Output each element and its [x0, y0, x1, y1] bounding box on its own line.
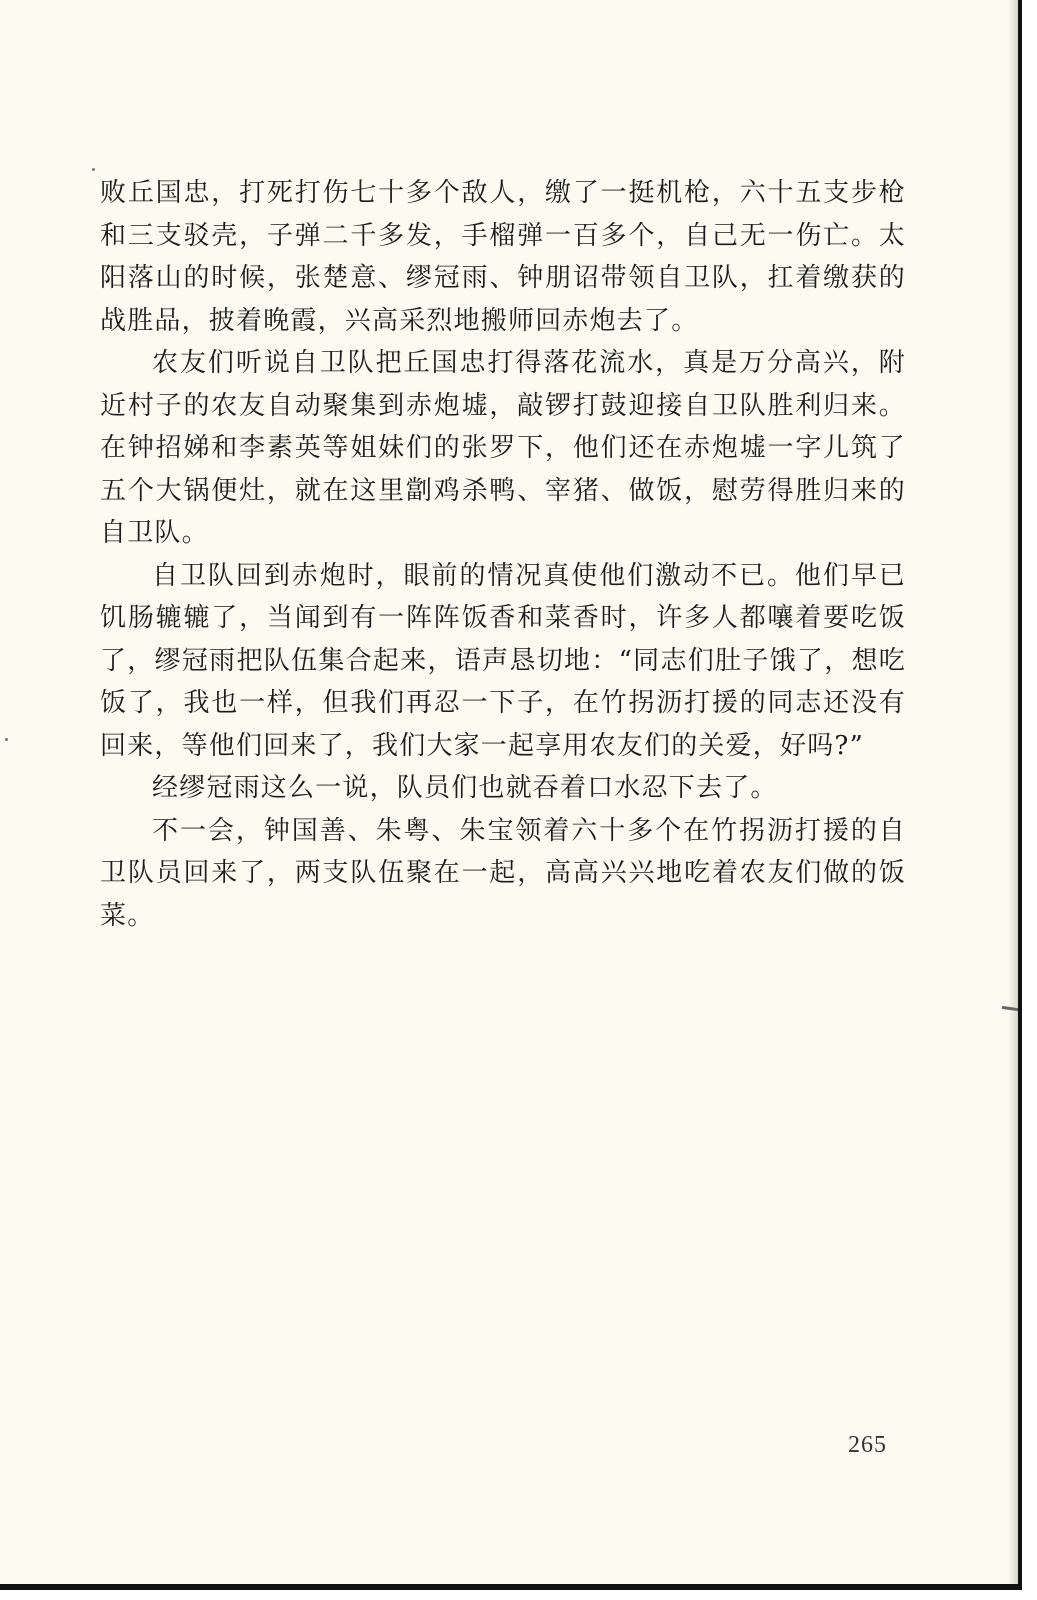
scan-speck — [92, 168, 95, 171]
body-text — [100, 172, 906, 937]
scan-speck — [5, 738, 8, 741]
paragraph-4: 经缪冠雨这么一说，队员们也就吞着口水忍下去了。 — [152, 773, 778, 803]
paragraph-1: 败丘国忠，打死打伤七十多个敌人，缴了一挺机枪，六十五支步枪和三支驳壳，子弹二千多发，手榴弹一百多个，自己无一伤亡。太阳落山的时候，张楚意、缪冠雨、钟朋诏带领自卫队，扛着缴获的战胜品，披着晚霞，兴高采烈地搬师回赤炮去了。 — [100, 178, 906, 336]
paragraph-2: 农友们听说自卫队把丘国忠打得落花流水，真是万分高兴，附近村子的农友自动聚集到赤炮墟，敲锣打鼓迎接自卫队胜利归来。在钟招娣和李素英等姐妹们的张罗下，他们还在赤炮墟一字儿筑了五个大锅便灶，就在这里劏鸡杀鸭、宰猪、做饭，慰劳得胜归来的自卫队。 — [100, 348, 906, 548]
page-number: 265 — [848, 1432, 887, 1458]
paragraph-3: 自卫队回到赤炮时，眼前的情况真使他们激动不已。他们早已饥肠辘辘了，当闻到有一阵阵饭香和菜香时，许多人都嚷着要吃饭了，缪冠雨把队伍集合起来，语声恳切地：“同志们肚子饿了，想吃饭了，我也一样，但我们再忍一下子，在竹拐沥打援的同志还没有回来，等他们回来了，我们大家一起享用农友们的关爱，好吗?” — [100, 560, 906, 761]
page-edge-shadow — [1008, 0, 1018, 1584]
paragraph-5: 不一会，钟国善、朱粤、朱宝领着六十多个在竹拐沥打援的自卫队员回来了，两支队伍聚在一起，高高兴兴地吃着农友们做的饭菜。 — [100, 815, 906, 931]
